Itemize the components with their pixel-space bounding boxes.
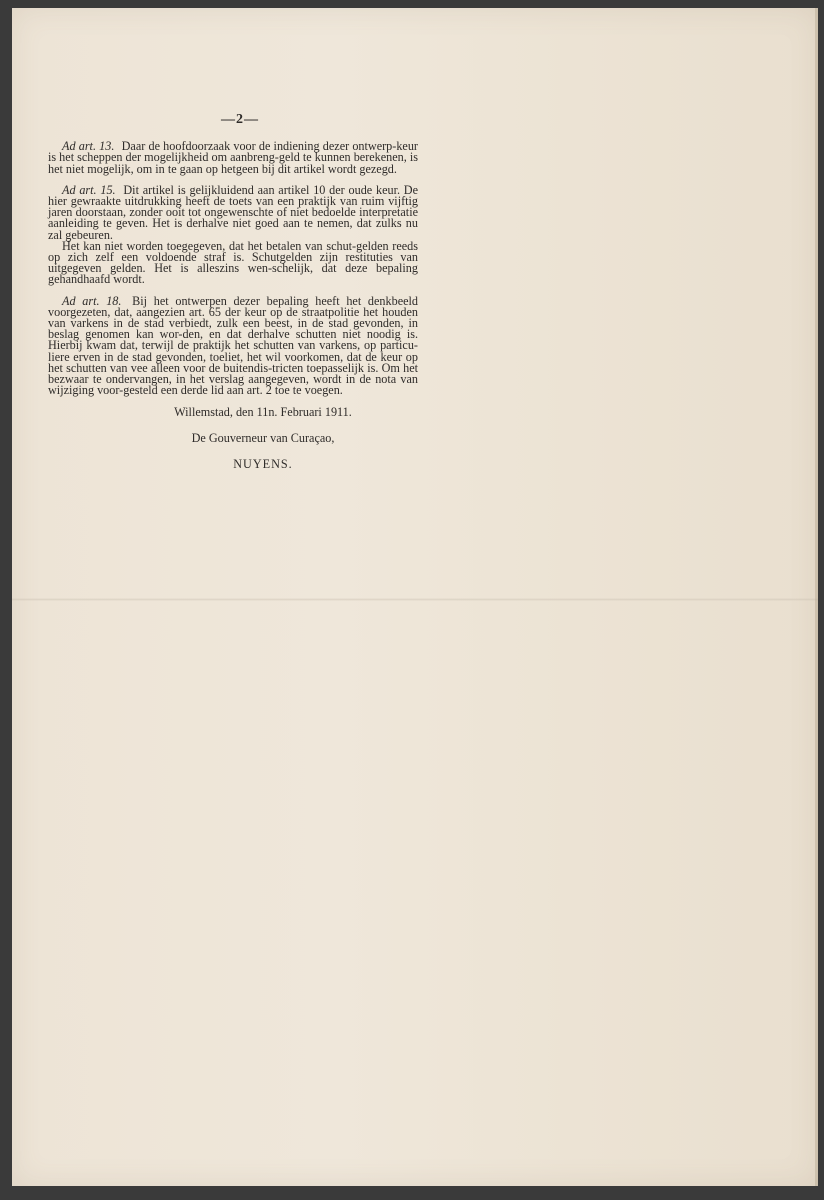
- paper-fold: [12, 598, 818, 601]
- document-page: [12, 8, 818, 1186]
- section-art-15: [48, 182, 418, 287]
- paragraph-text: Bij het ontwerpen dezer bepaling heeft het denkbeeld voorgezeten, dat, aangezien art. 65 der keur op de straatpolitie het houden van varkens in de stad verbiedt, zulk een beest, in de stad gevonden, in beslag genomen kan wor-den, en dat derhalve schutten niet noodig is. Hierbij kwam dat, terwijl de praktijk het schutten van varkens, op particu-liere erven in de stad gevonden, toeliet, het wil voorkomen, dat de keur op het schutten van vee alleen voor de buitendis-tricten toepasselijk is. Om het bezwaar te ondervangen, in het verslag aangegeven, wordt in de nota van wijziging voor-gesteld een derde lid aan art. 2 toe te voegen.: [48, 293, 419, 398]
- place-date: Willemstad, den 11n. Februari 1911.: [174, 405, 352, 420]
- paragraph-text: Het kan niet worden toegegeven, dat het betalen van schut-gelden reeds op zich zelf een voldoende straf is. Schutgelden zijn restituties van uitgegeven gelden. Het is alleszins wen-schelijk, dat deze bepaling gehandhaafd wordt.: [48, 238, 418, 287]
- signatory-name: NUYENS.: [233, 457, 293, 472]
- section-art-18: [48, 293, 419, 398]
- article-heading: Ad art. 13.: [62, 139, 115, 154]
- section-art-13: [48, 141, 418, 175]
- article-heading: Ad art. 15.: [62, 182, 116, 197]
- paragraph-text: Daar de hoofdoorzaak voor de indiening dezer ontwerp-keur is het scheppen der mogelijkheid om aanbreng-geld te kunnen berekenen, is het niet mogelijk, om in te gaan op hetgeen bij dit artikel wordt gezegd.: [48, 139, 418, 176]
- article-heading: Ad art. 18.: [62, 293, 122, 308]
- signatory-title: De Gouverneur van Curaçao,: [191, 431, 335, 446]
- page-number: —2—: [221, 112, 259, 127]
- paper-edge: [815, 8, 818, 1186]
- paragraph-text: Dit artikel is gelijkluidend aan artikel 10 der oude keur. De hier gewraakte uitdrukking heeft de toets van een praktijk van ruim vijftig jaren doorstaan, zonder ooit tot ongewenschte of niet bedoelde interpretatie aanleiding te geven. Het is derhalve niet goed aan te nemen, dat zulks nu zal gebeuren.: [48, 182, 418, 242]
- document-body: [48, 114, 418, 484]
